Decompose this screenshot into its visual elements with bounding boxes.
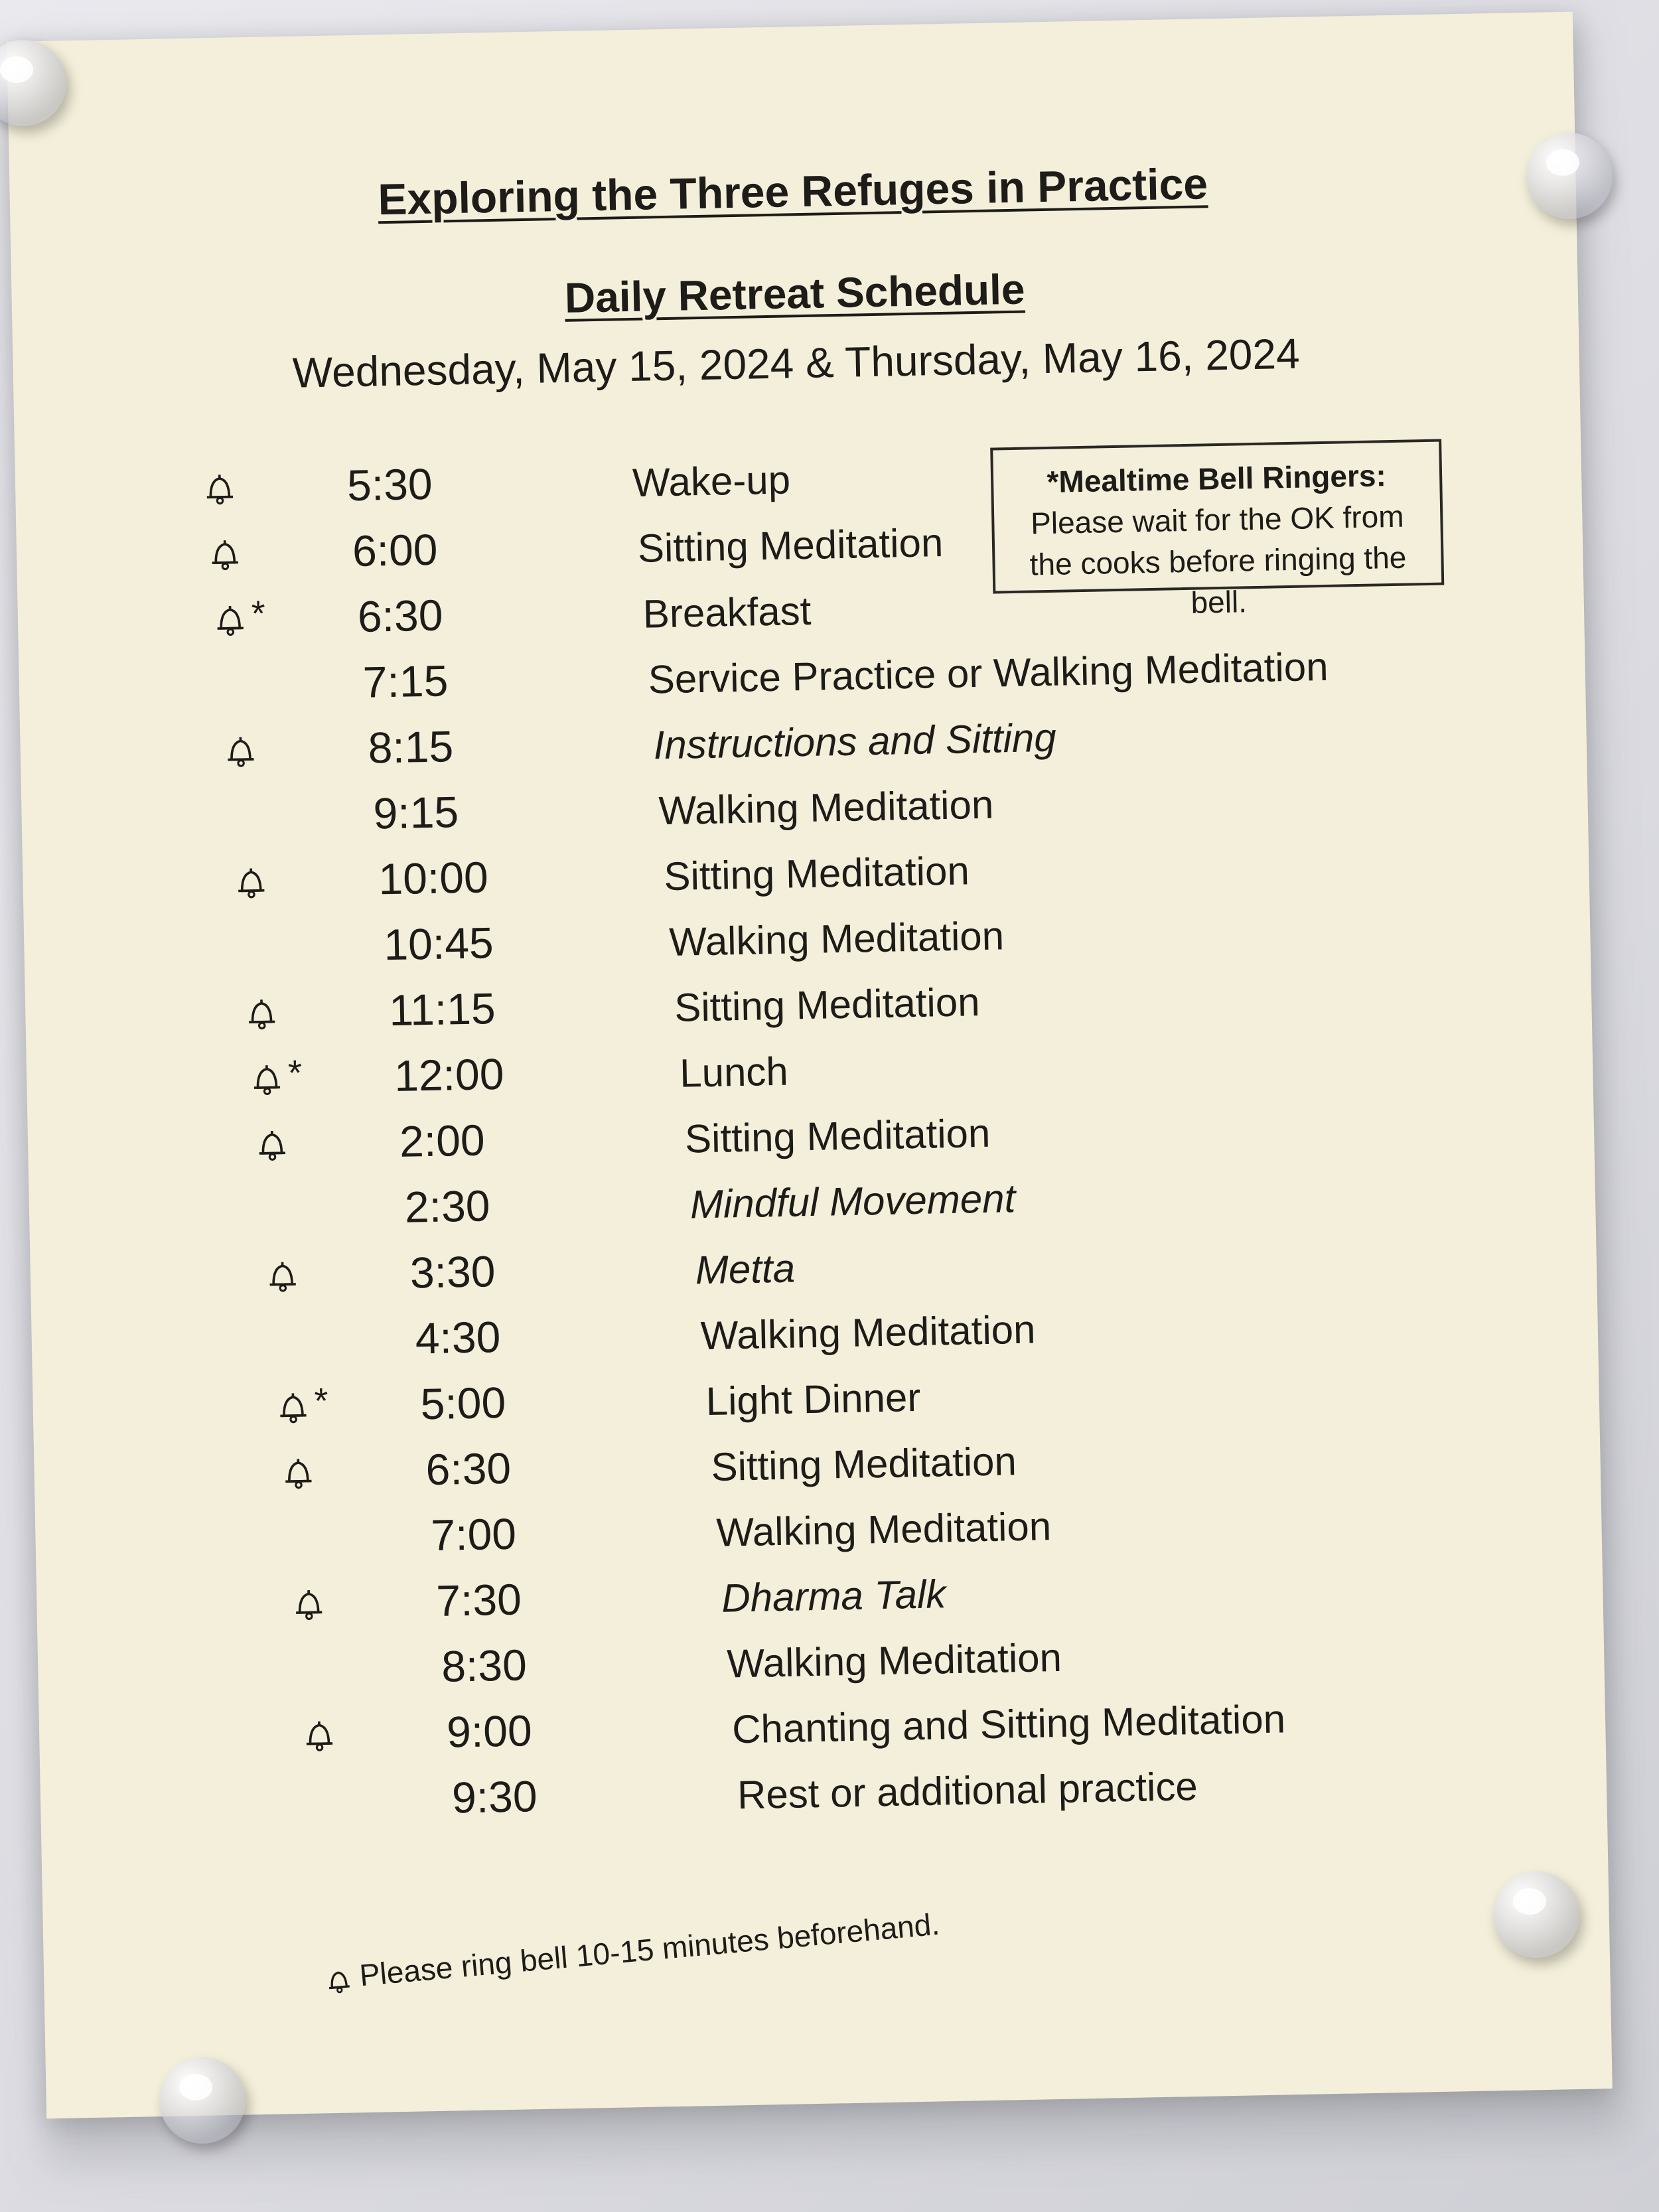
schedule-activity: Service Practice or Walking Meditation [648,644,1329,702]
schedule-activity: Sitting Meditation [684,1110,991,1161]
schedule-activity: Instructions and Sitting [653,715,1057,768]
schedule-time: 9:15 [372,787,459,838]
schedule-time: 3:30 [409,1246,496,1297]
schedule-time: 6:30 [425,1443,512,1495]
bell-marker [274,1381,354,1434]
schedule-time: 8:30 [441,1640,528,1691]
schedule-activity: Mindful Movement [689,1176,1016,1227]
bell-marker [279,1452,360,1500]
schedule-time: 7:00 [430,1509,517,1560]
schedule-activity: Sitting Meditation [674,980,981,1030]
schedule-time: 2:30 [404,1181,491,1232]
bell-footnote [323,1906,941,1997]
bell-marker [248,1053,328,1106]
schedule-activity: Sitting Meditation [637,520,944,571]
schedule-activity: Breakfast [642,588,812,636]
schedule-list [200,441,1355,1842]
bell-marker [232,861,313,909]
bell-icon [279,1453,317,1491]
bell-icon [274,1388,312,1426]
bell-marker [269,1321,349,1368]
bell-icon [211,600,249,638]
schedule-time: 12:00 [394,1049,505,1101]
schedule-sheet [7,12,1613,2119]
bell-marker [301,1715,381,1763]
bell-marker [211,593,291,647]
schedule-time: 5:30 [346,459,433,510]
schedule-time: 2:00 [399,1115,486,1166]
schedule-activity: Walking Meditation [715,1504,1052,1555]
schedule-activity: Walking Meditation [700,1307,1037,1359]
schedule-time: 10:00 [378,852,489,904]
schedule-activity: Walking Meditation [658,782,994,834]
schedule-activity: Chanting and Sitting Meditation [731,1696,1286,1752]
schedule-activity: Lunch [679,1049,789,1096]
bell-icon [222,731,259,769]
schedule-activity: Wake-up [632,457,791,505]
schedule-time: 4:30 [415,1312,501,1363]
schedule-time: 9:30 [451,1771,538,1822]
schedule-activity: Metta [695,1246,796,1293]
schedule-time: 7:30 [435,1574,522,1625]
schedule-activity: Sitting Meditation [710,1439,1017,1489]
notice-text: Please wait for the OK from the cooks before ringing the bell. [1029,498,1407,620]
bell-icon [243,994,281,1031]
bell-marker [227,796,307,844]
bell-marker [206,534,286,581]
mealtime-asterisk: * [314,1381,329,1422]
bell-marker [263,1256,344,1303]
notice-heading: *Mealtime Bell Ringers: [1046,458,1387,499]
bell-icon [290,1584,328,1622]
schedule-time: 8:15 [367,721,454,773]
bell-icon [323,1964,355,1996]
bell-marker [243,993,323,1041]
schedule-time: 5:00 [419,1377,506,1429]
schedule-time: 6:30 [357,590,444,641]
pushpin-icon [1493,1872,1579,1958]
schedule-activity: Sitting Meditation [663,848,970,899]
schedule-subtitle: Daily Retreat Schedule [564,265,1026,322]
bell-icon [263,1256,301,1294]
bell-marker [222,731,302,778]
bell-icon [301,1716,338,1753]
footnote-text: Please ring bell 10-15 minutes beforehand. [358,1906,941,1993]
bell-marker [285,1518,365,1566]
bell-marker [253,1124,334,1172]
schedule-time: 10:45 [383,918,494,970]
bell-marker [290,1584,370,1631]
retreat-dates: Wednesday, May 15, 2024 & Thursday, May 16, 2024 [292,329,1301,397]
bell-icon [253,1125,291,1163]
bell-icon [232,863,270,901]
bell-marker [201,468,281,516]
schedule-activity: Rest or additional practice [737,1763,1198,1818]
bell-marker [238,927,318,975]
bell-icon [248,1059,286,1097]
page-title: Exploring the Three Refuges in Practice [377,159,1208,224]
bell-marker [306,1780,386,1828]
bell-marker [258,1190,338,1238]
schedule-activity: Walking Meditation [726,1635,1062,1686]
schedule-time: 11:15 [388,984,496,1035]
schedule-time: 7:15 [362,656,449,707]
schedule-activity: Walking Meditation [668,913,1005,965]
bell-icon [206,534,244,572]
mealtime-asterisk: * [251,593,266,634]
bell-marker [216,665,297,713]
mealtime-asterisk: * [287,1053,303,1094]
pushpin-icon [159,2057,246,2144]
schedule-time: 6:00 [352,524,439,576]
schedule-time: 9:00 [446,1706,533,1757]
schedule-activity: Light Dinner [705,1374,921,1424]
bell-icon [201,469,239,506]
bell-marker [295,1649,376,1697]
pushpin-icon [1526,133,1613,219]
schedule-activity: Dharma Talk [721,1572,946,1621]
